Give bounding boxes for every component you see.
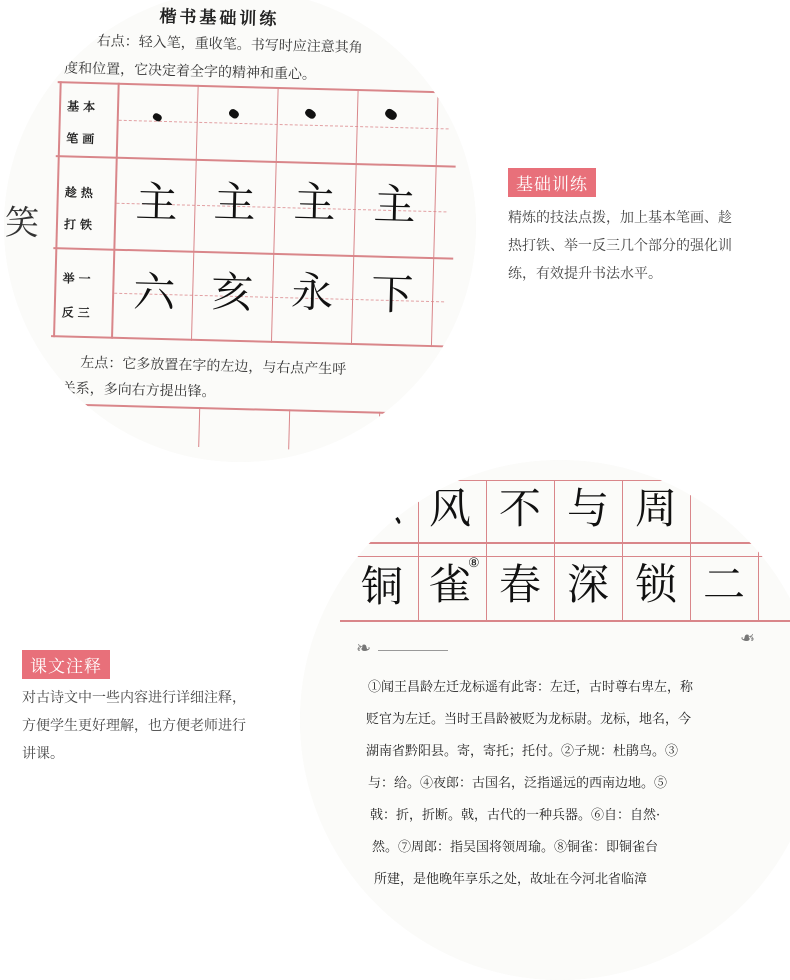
note-line: 湖南省黔阳县。寄，寄托；托付。②子规：杜鹃鸟。③ [366, 744, 679, 759]
row-label-basic-2: 笔画 [66, 131, 99, 147]
note-line: 然。⑦周郎：指吴国将领周瑜。⑧铜雀：即铜雀台 [372, 840, 659, 855]
description-line: 精炼的技法点拨，加上基本笔画、趁 [508, 210, 732, 226]
grid-line [59, 403, 439, 415]
practice-char: 主 [372, 179, 417, 230]
poem-char: 雀 [428, 560, 471, 609]
note-line: 与：给。④夜郎：古国名，泛指遥远的西南边地。⑤ [368, 776, 668, 791]
grid-line [418, 480, 419, 620]
poem-char: 深 [566, 560, 609, 609]
section-description-basic [508, 204, 778, 288]
grid-line [340, 620, 790, 622]
poem-char: 与 [566, 484, 609, 533]
grid-line [622, 480, 623, 620]
page-title: 楷书基础训练 [159, 6, 280, 30]
grid-guide [119, 120, 449, 131]
note-line: 所建，是他晚年享乐之处，故址在今河北省临漳 [374, 872, 648, 887]
grid-line [198, 407, 200, 447]
poem-char: 东 [360, 484, 403, 533]
practice-char: 主 [212, 177, 257, 228]
row-label-extend-1: 举一 [62, 271, 95, 287]
margin-char: 笑 [4, 202, 40, 244]
grid-line [690, 480, 691, 620]
ornament-left: ❧ [356, 638, 372, 659]
dot-stroke [383, 107, 398, 121]
description-line: 方便学生更好理解，也方便老师进行 [22, 718, 246, 734]
ornament-right: ❧ [740, 628, 756, 649]
poem-char: 锁 [634, 560, 677, 609]
poem-char: 风 [428, 484, 471, 533]
section-tag-basic-training: 基础训练 [508, 168, 596, 197]
left-point-line-1: 左点：它多放置在字的左边，与右点产生呼 [80, 354, 347, 378]
book-page [300, 460, 790, 980]
note-line: ①闻王昌龄左迁龙标遥有此寄：左迁，古时尊右卑左，称 [368, 680, 694, 695]
example-char: 六 [132, 267, 176, 318]
intro-line-1: 右点：轻入笔，重收笔。书写时应注意其角 [96, 33, 363, 57]
example-char: 下 [370, 269, 414, 320]
intro-line-2: 度和位置，它决定着全字的精神和重心。 [63, 60, 317, 83]
ornament-line [378, 650, 448, 651]
example-char: 永 [290, 267, 334, 318]
example-char: 亥 [210, 267, 254, 318]
grid-line [288, 409, 290, 449]
practice-book-photo-top [4, 0, 476, 462]
grid-line [378, 412, 380, 452]
poem-char: 周 [634, 484, 677, 533]
row-label-extend-2: 反三 [61, 305, 94, 321]
grid-line [53, 81, 62, 337]
row-label-practice-2: 打铁 [63, 217, 97, 233]
section-tag-annotations: 课文注释 [22, 650, 110, 679]
description-line: 对古诗文中一些内容进行详细注释， [22, 690, 246, 706]
row-label-basic-1: 基本 [66, 99, 100, 115]
description-line: 讲课。 [22, 746, 64, 762]
poem-char: 铜 [360, 562, 403, 611]
note-line: 戟：折，折断。戟，古代的一种兵器。⑥自：自然· [370, 808, 661, 823]
left-point-line-2: 关系，多向右方提出锋。 [61, 380, 216, 401]
dot-stroke [304, 107, 318, 120]
row-label-practice-1: 趁热 [64, 185, 98, 201]
grid-line [340, 556, 790, 557]
book-page [4, 0, 476, 462]
practice-char: 主 [292, 177, 337, 228]
section-description-annotations [22, 684, 302, 768]
description-line: 练，有效提升书法水平。 [508, 266, 662, 282]
grid-line [554, 480, 555, 620]
poem-char: 不 [498, 484, 541, 533]
note-line: 贬官为左迁。当时王昌龄被贬为龙标尉。龙标，地名，今 [366, 712, 692, 727]
poem-char: 二 [702, 560, 745, 609]
grid-line [486, 480, 487, 620]
grid-line [340, 542, 790, 544]
poem-char: 春 [498, 560, 541, 609]
dot-stroke [228, 108, 241, 120]
grid-line [758, 480, 759, 620]
grid-line [111, 83, 120, 339]
description-line: 热打铁、举一反三几个部分的强化训 [508, 238, 732, 254]
note-marker: ⑧ [468, 556, 480, 571]
practice-book-photo-bottom [300, 460, 790, 980]
grid-line [340, 480, 790, 481]
practice-char: 主 [134, 177, 179, 228]
